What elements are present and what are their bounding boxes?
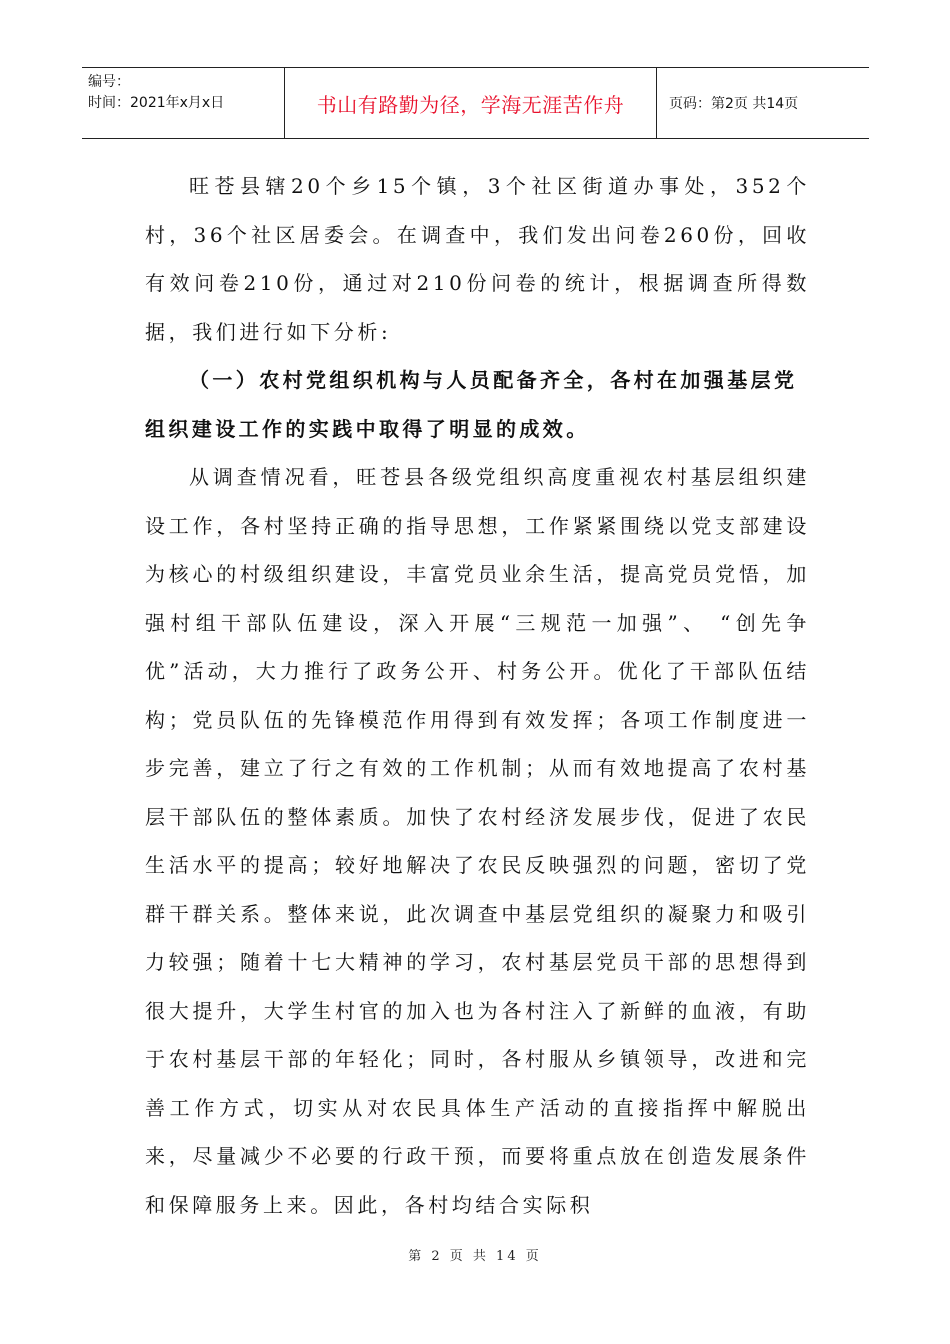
- header-page-info: [657, 68, 869, 138]
- page-footer: 第 2 页 共 14 页: [408, 1249, 542, 1264]
- document-date: 时间：2021年x月x日: [88, 95, 225, 111]
- page-info-text: 页码：第2页 共14页: [669, 96, 799, 112]
- body-paragraph: 从调查情况看，旺苍县各级党组织高度重视农村基层组织建设工作，各村坚持正确的指导思想，工作紧紧围绕以党支部建设为核心的村级组织建设，丰富党员业余生活，提高党员党悟，加强村组干部队伍建设，深入开展“三规范一加强”、 “创先争优”活动，大力推行了政务公开、村务公开。优化了干部队伍结构；党员队伍的先锋模范作用得到有效发挥；各项工作制度进一步完善，建立了行之有效的工作机制；从而有效地提高了农村基层干部队伍的整体素质。加快了农村经济发展步伐，促进了农民生活水平的提高；较好地解决了农民反映强烈的问题，密切了党群干群关系。整体来说，此次调查中基层党组织的凝聚力和吸引力较强；随着十七大精神的学习，农村基层党员干部的思想得到很大提升，大学生村官的加入也为各村注入了新鲜的血液，有助于农村基层干部的年轻化；同时，各村服从乡镇领导，改进和完善工作方式，切实从对农民具体生产活动的直接指挥中解脱出来，尽量减少不必要的行政干预，而要将重点放在创造发展条件和保障服务上来。因此，各村均结合实际积: [145, 465, 810, 1217]
- header-meta: [82, 68, 284, 138]
- header-motto-cell: [284, 68, 657, 138]
- document-body: [145, 162, 810, 1229]
- motto-text: 书山有路勤为径，学海无涯苦作舟: [316, 92, 625, 117]
- section-heading: （一）农村党组织机构与人员配备齐全，各村在加强基层党组织建设工作的实践中取得了明显的成效。: [145, 368, 798, 441]
- body-paragraph: 旺苍县辖20个乡15个镇，3个社区街道办事处，352个村，36个社区居委会。在调查中，我们发出问卷260份，回收有效问卷210份，通过对210份问卷的统计，根据调查所得数据，我们进行如下分析:: [145, 174, 810, 344]
- page-header: [82, 67, 869, 139]
- document-number-label: 编号：: [88, 74, 130, 90]
